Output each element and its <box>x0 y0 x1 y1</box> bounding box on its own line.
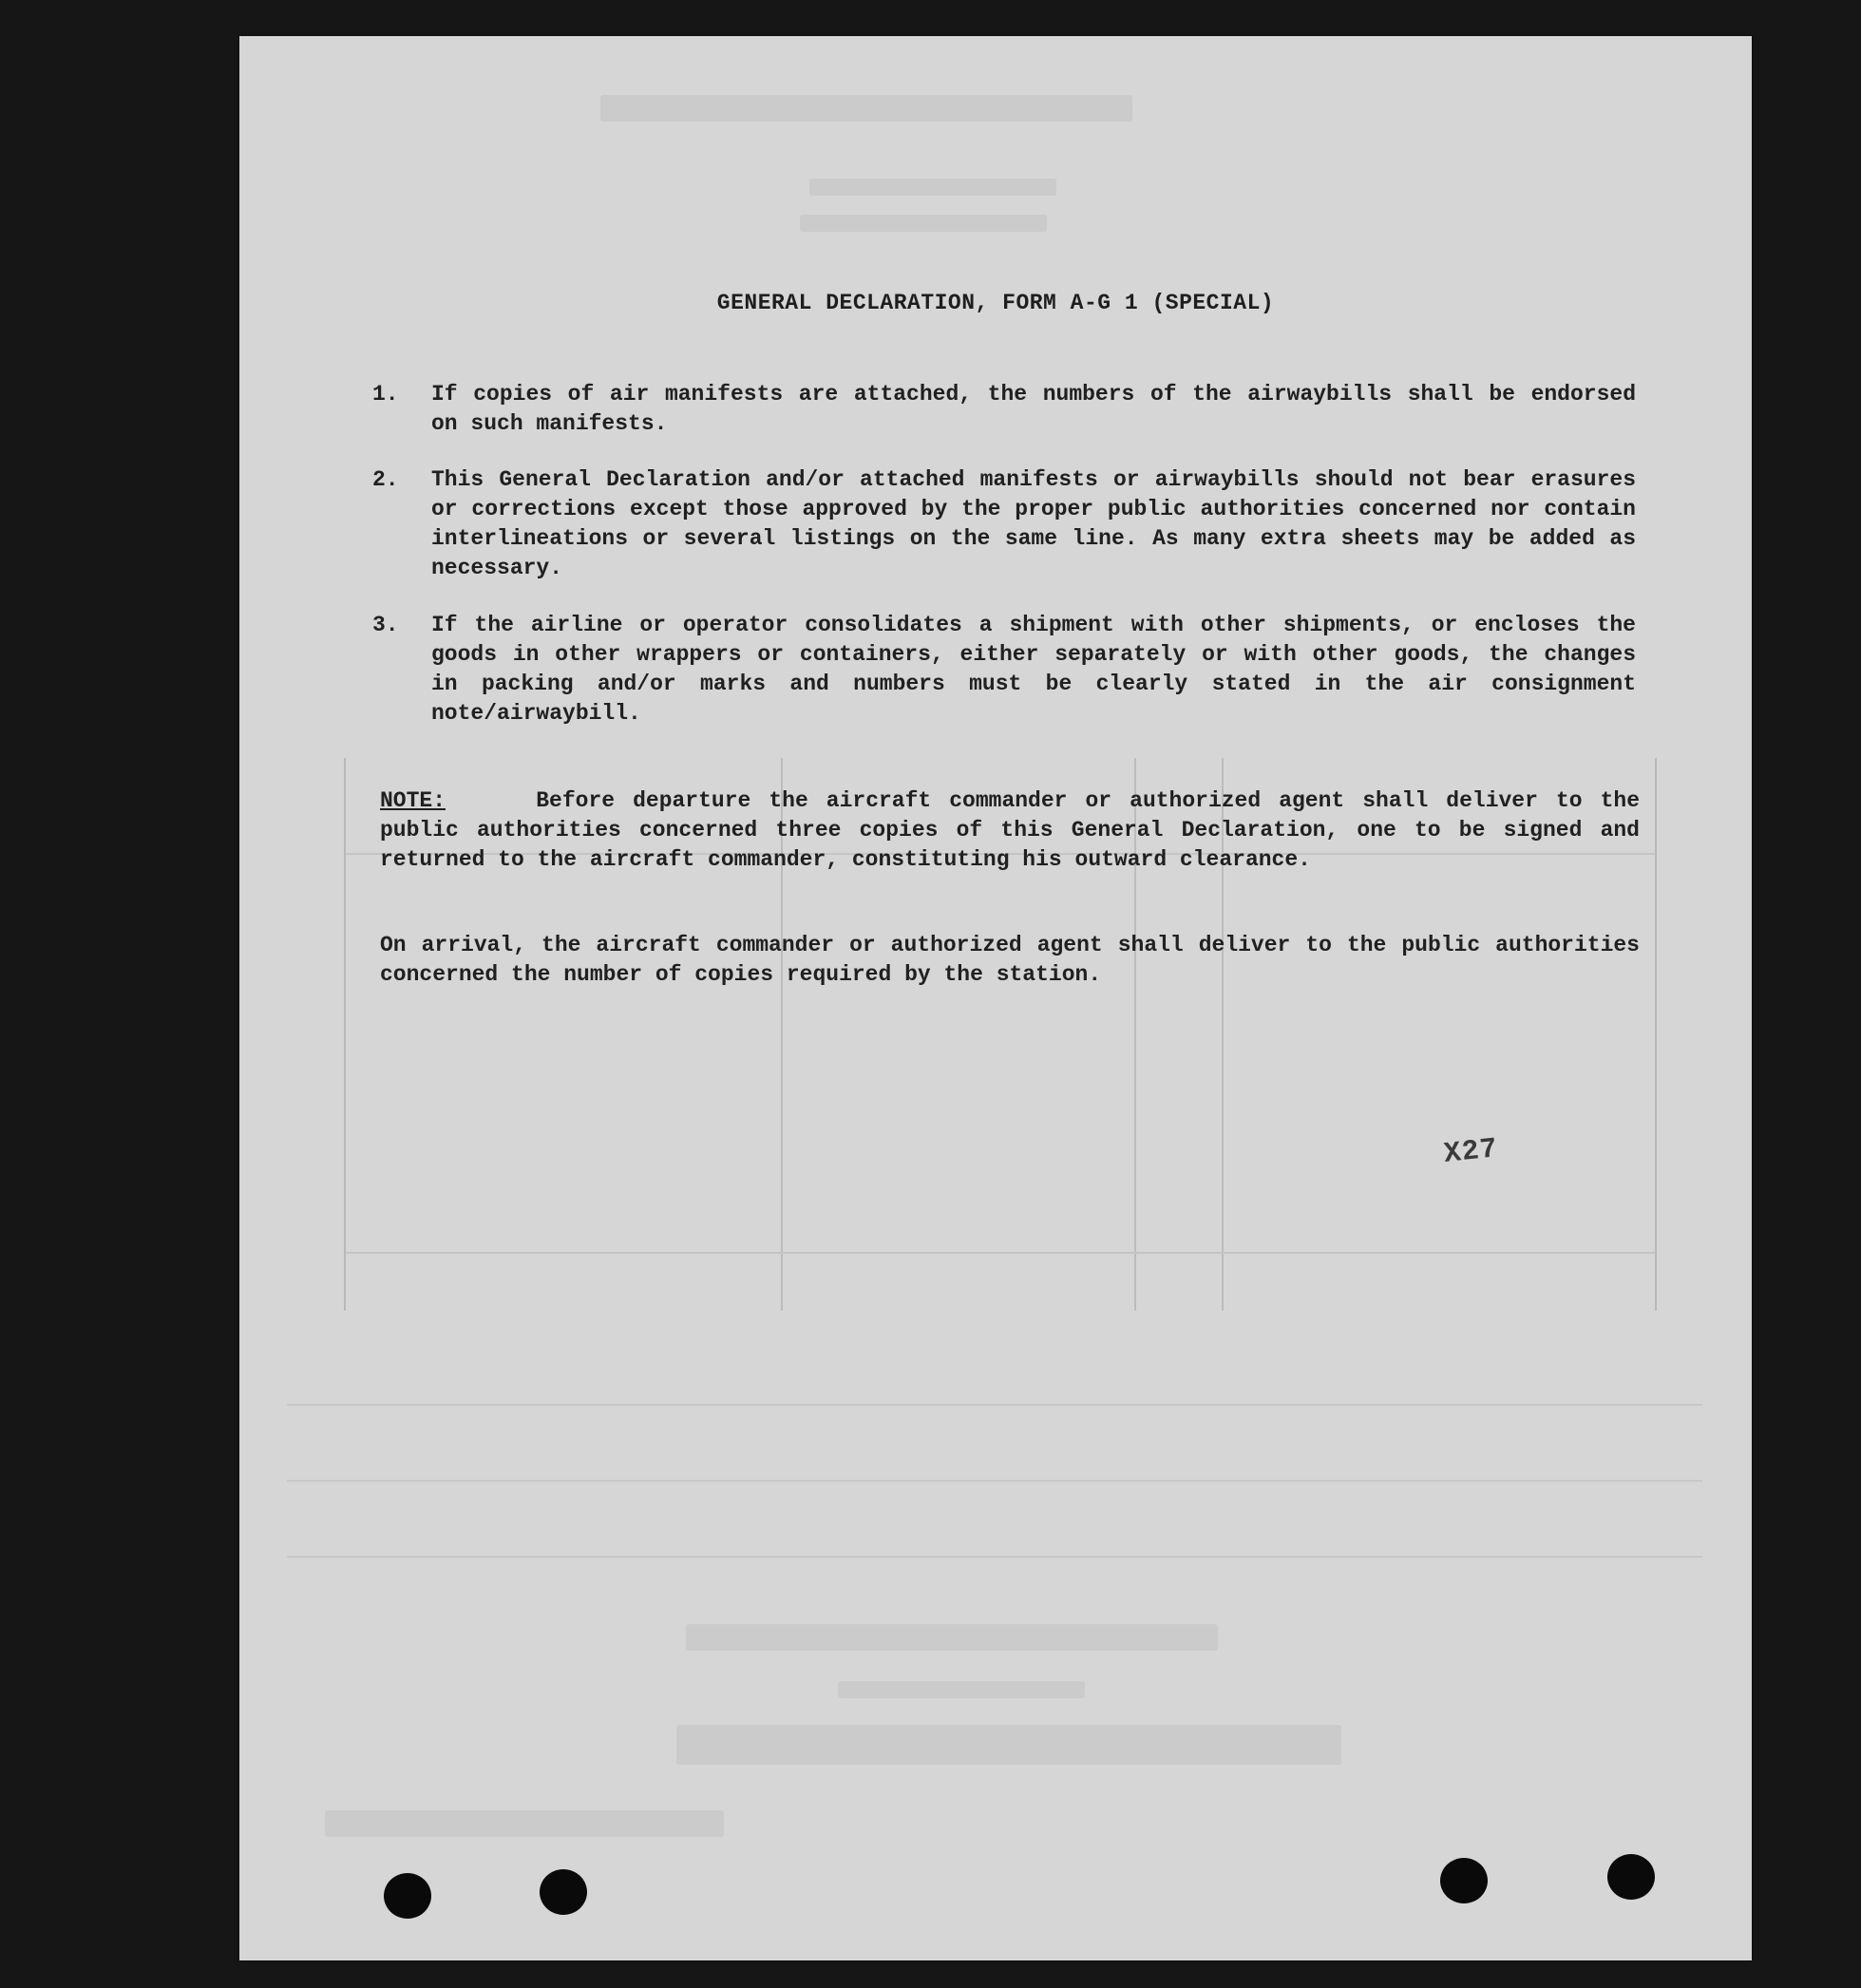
document-page <box>239 36 1752 1960</box>
note-label: NOTE: <box>380 788 446 813</box>
bleed-through-heading <box>600 95 1132 122</box>
punch-hole <box>540 1869 587 1915</box>
bleed-through-form-label <box>325 1810 724 1837</box>
bleed-through-subheading-small <box>838 1681 1085 1698</box>
instruction-text: This General Declaration and/or attached manifests or airwaybills should not bear erasures or corrections except those approved by the proper public authorities concerned nor contain interlineations or several listings on the same line. As many extra sheets may be added as necessary. <box>431 467 1636 580</box>
bleed-through-signature-line <box>800 215 1047 232</box>
punch-hole <box>1440 1858 1488 1903</box>
bleed-through-signature-label <box>809 179 1056 196</box>
bleed-through-rule <box>287 1556 1702 1558</box>
instruction-number: 3. <box>372 613 399 637</box>
bleed-through-large-heading <box>676 1725 1341 1765</box>
bleed-through-rule <box>287 1404 1702 1406</box>
instruction-text: If the airline or operator consolidates a shipment with other shipments, or encloses the goods in other wrappers or containers, either separately or with other goods, the changes in packing and/or marks and numbers must be clearly stated in the air consignment note/airwaybill. <box>431 613 1636 726</box>
punch-hole <box>384 1873 431 1919</box>
punch-hole <box>1607 1854 1655 1900</box>
departure-note <box>380 786 1640 875</box>
instruction-number: 1. <box>372 382 399 407</box>
arrival-text: On arrival, the aircraft commander or authorized agent shall deliver to the public authorities concerned the number of copies required by the station. <box>380 933 1640 987</box>
bleed-through-subheading <box>686 1624 1218 1651</box>
instruction-text: If copies of air manifests are attached, the numbers of the airwaybills shall be endorsed on such manifests. <box>431 382 1636 436</box>
instruction-number: 2. <box>372 467 399 492</box>
document-title: GENERAL DECLARATION, FORM A-G 1 (SPECIAL) <box>716 291 1275 315</box>
handwritten-stamp: X27 <box>1442 1133 1500 1171</box>
note-text: Before departure the aircraft commander or authorized agent shall deliver to the public authorities concerned three copies of this General Declaration, one to be signed and returned to the aircraft commander, constituting his outward clearance. <box>380 788 1640 872</box>
bleed-through-row-line <box>346 1252 1655 1254</box>
bleed-through-rule <box>287 1480 1702 1482</box>
arrival-note <box>380 931 1640 990</box>
